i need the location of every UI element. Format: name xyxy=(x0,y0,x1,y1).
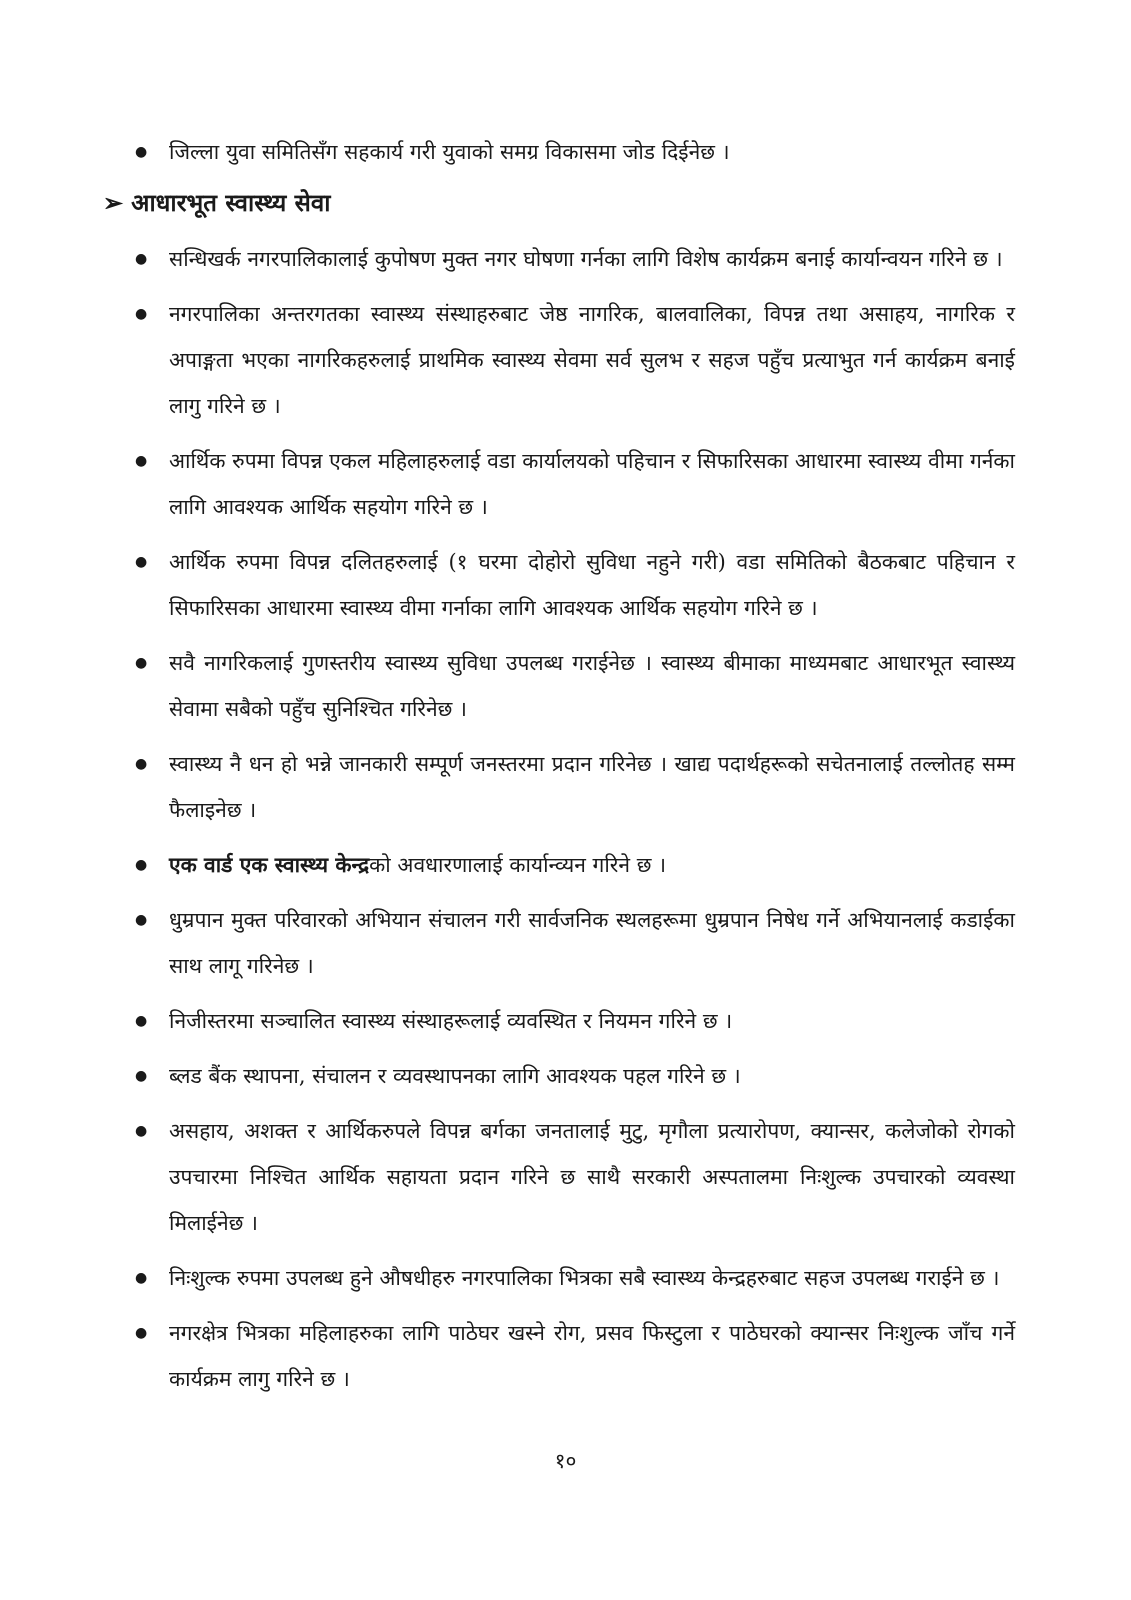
bullet-icon: ● xyxy=(135,655,148,671)
list-item-text: धुम्रपान मुक्त परिवारको अभियान संचालन गरी सार्वजनिक स्थलहरूमा धुम्रपान निषेध गर्ने अभियानलाई कडाईका साथ लागू गरिनेछ । xyxy=(169,908,1015,978)
list-item-text: आर्थिक रुपमा विपन्न दलितहरुलाई (१ घरमा दोहोरो सुविधा नहुने गरी) वडा समितिको बैठकबाट पहिचान र सिफारिसका आधारमा स्वास्थ्य वीमा गर्नाका लागि आवश्यक आर्थिक सहयोग गरिने छ । xyxy=(169,550,1015,620)
bullet-icon: ● xyxy=(135,1270,148,1286)
bullet-icon: ● xyxy=(135,756,148,772)
list-item-text: निजीस्तरमा सञ्चालित स्वास्थ्य संस्थाहरूलाई व्यवस्थित र नियमन गरिने छ । xyxy=(169,1009,733,1033)
list-item xyxy=(135,438,1015,530)
list-item xyxy=(135,1053,1015,1099)
list-item xyxy=(135,291,1015,429)
list-item-text xyxy=(169,842,1015,888)
arrow-bullet-icon: ➢ xyxy=(103,188,124,217)
bullet-icon: ● xyxy=(135,306,148,322)
emphasis-text: एक वार्ड एक स्वास्थ्य केन्द्र xyxy=(169,852,370,877)
list-item xyxy=(135,236,1015,282)
list-item-text: जिल्ला युवा समितिसँग सहकार्य गरी युवाको समग्र विकासमा जोड दिईनेछ । xyxy=(169,140,730,164)
section-title: आधारभूत स्वास्थ्य सेवा xyxy=(131,188,331,217)
list-item-text: निःशुल्क रुपमा उपलब्ध हुने औषधीहरु नगरपालिका भित्रका सबै स्वास्थ्य केन्द्रहरुबाट सहज उपलब्ध गराईने छ । xyxy=(169,1266,1000,1290)
bullet-icon: ● xyxy=(135,453,148,469)
list-item-text: ब्लड बैंक स्थापना, संचालन र व्यवस्थापनका लागि आवश्यक पहल गरिने छ । xyxy=(169,1064,741,1088)
list-item xyxy=(135,640,1015,732)
bullet-icon: ● xyxy=(135,251,148,267)
list-item-text: आर्थिक रुपमा विपन्न एकल महिलाहरुलाई वडा कार्यालयको पहिचान र सिफारिसका आधारमा स्वास्थ्य वीमा गर्नका लागि आवश्यक आर्थिक सहयोग गरिने छ । xyxy=(169,449,1015,519)
bullet-icon: ● xyxy=(135,857,148,873)
page-number: १० xyxy=(554,1449,577,1473)
section-heading xyxy=(103,184,330,222)
list-item xyxy=(135,1255,1015,1301)
bullet-icon: ● xyxy=(135,1325,148,1341)
list-item xyxy=(135,998,1015,1044)
list-item xyxy=(135,134,1015,170)
list-item xyxy=(135,741,1015,833)
list-item xyxy=(135,539,1015,631)
list-item xyxy=(135,1310,1015,1402)
list-item-text: सवै नागरिकलाई गुणस्तरीय स्वास्थ्य सुविधा उपलब्ध गराईनेछ । स्वास्थ्य बीमाका माध्यमबाट आधारभूत स्वास्थ्य सेवामा सबैको पहुँच सुनिश्चित गरिनेछ । xyxy=(169,651,1015,721)
list-item-text: नगरपालिका अन्तरगतका स्वास्थ्य संस्थाहरुबाट जेष्ठ नागरिक, बालवालिका, विपन्न तथा असाहय, नागरिक र अपाङ्गता भएका नागरिकहरुलाई प्राथमिक स्वास्थ्य सेवमा सर्व सुलभ र सहज पहुँच प्रत्याभुत गर्न कार्यक्रम बनाई लागु गरिने छ । xyxy=(169,302,1015,418)
list-item-text: स्वास्थ्य नै धन हो भन्ने जानकारी सम्पूर्ण जनस्तरमा प्रदान गरिनेछ । खाद्य पदार्थहरूको सचेतनालाई तल्लोतह सम्म फैलाइनेछ । xyxy=(169,752,1015,822)
list-item xyxy=(135,1108,1015,1246)
list-item xyxy=(135,897,1015,989)
bullet-icon: ● xyxy=(135,1068,148,1084)
bullet-icon: ● xyxy=(135,144,148,160)
bullet-icon: ● xyxy=(135,1123,148,1139)
list-item-text-rest: को अवधारणालाई कार्यान्व्यन गरिने छ । xyxy=(369,853,667,877)
list-item-text: नगरक्षेत्र भित्रका महिलाहरुका लागि पाठेघर खस्ने रोग, प्रसव फिस्टुला र पाठेघरको क्यान्सर निःशुल्क जाँच गर्ने कार्यक्रम लागु गरिने छ । xyxy=(169,1321,1015,1391)
bullet-icon: ● xyxy=(135,1013,148,1029)
list-item-text: असहाय, अशक्त र आर्थिकरुपले विपन्न बर्गका जनतालाई मुटु, मृगौला प्रत्यारोपण, क्यान्सर, कलेजोको रोगको उपचारमा निश्चित आर्थिक सहायता प्रदान गरिने छ साथै सरकारी अस्पतालमा निःशुल्क उपचारको व्यवस्था मिलाईनेछ । xyxy=(169,1119,1015,1235)
bullet-icon: ● xyxy=(135,912,148,928)
list-item-text: सन्धिखर्क नगरपालिकालाई कुपोषण मुक्त नगर घोषणा गर्नका लागि विशेष कार्यक्रम बनाई कार्यान्वयन गरिने छ । xyxy=(169,247,1003,271)
health-services-list xyxy=(135,236,1015,1411)
bullet-icon: ● xyxy=(135,554,148,570)
list-item xyxy=(135,842,1015,888)
